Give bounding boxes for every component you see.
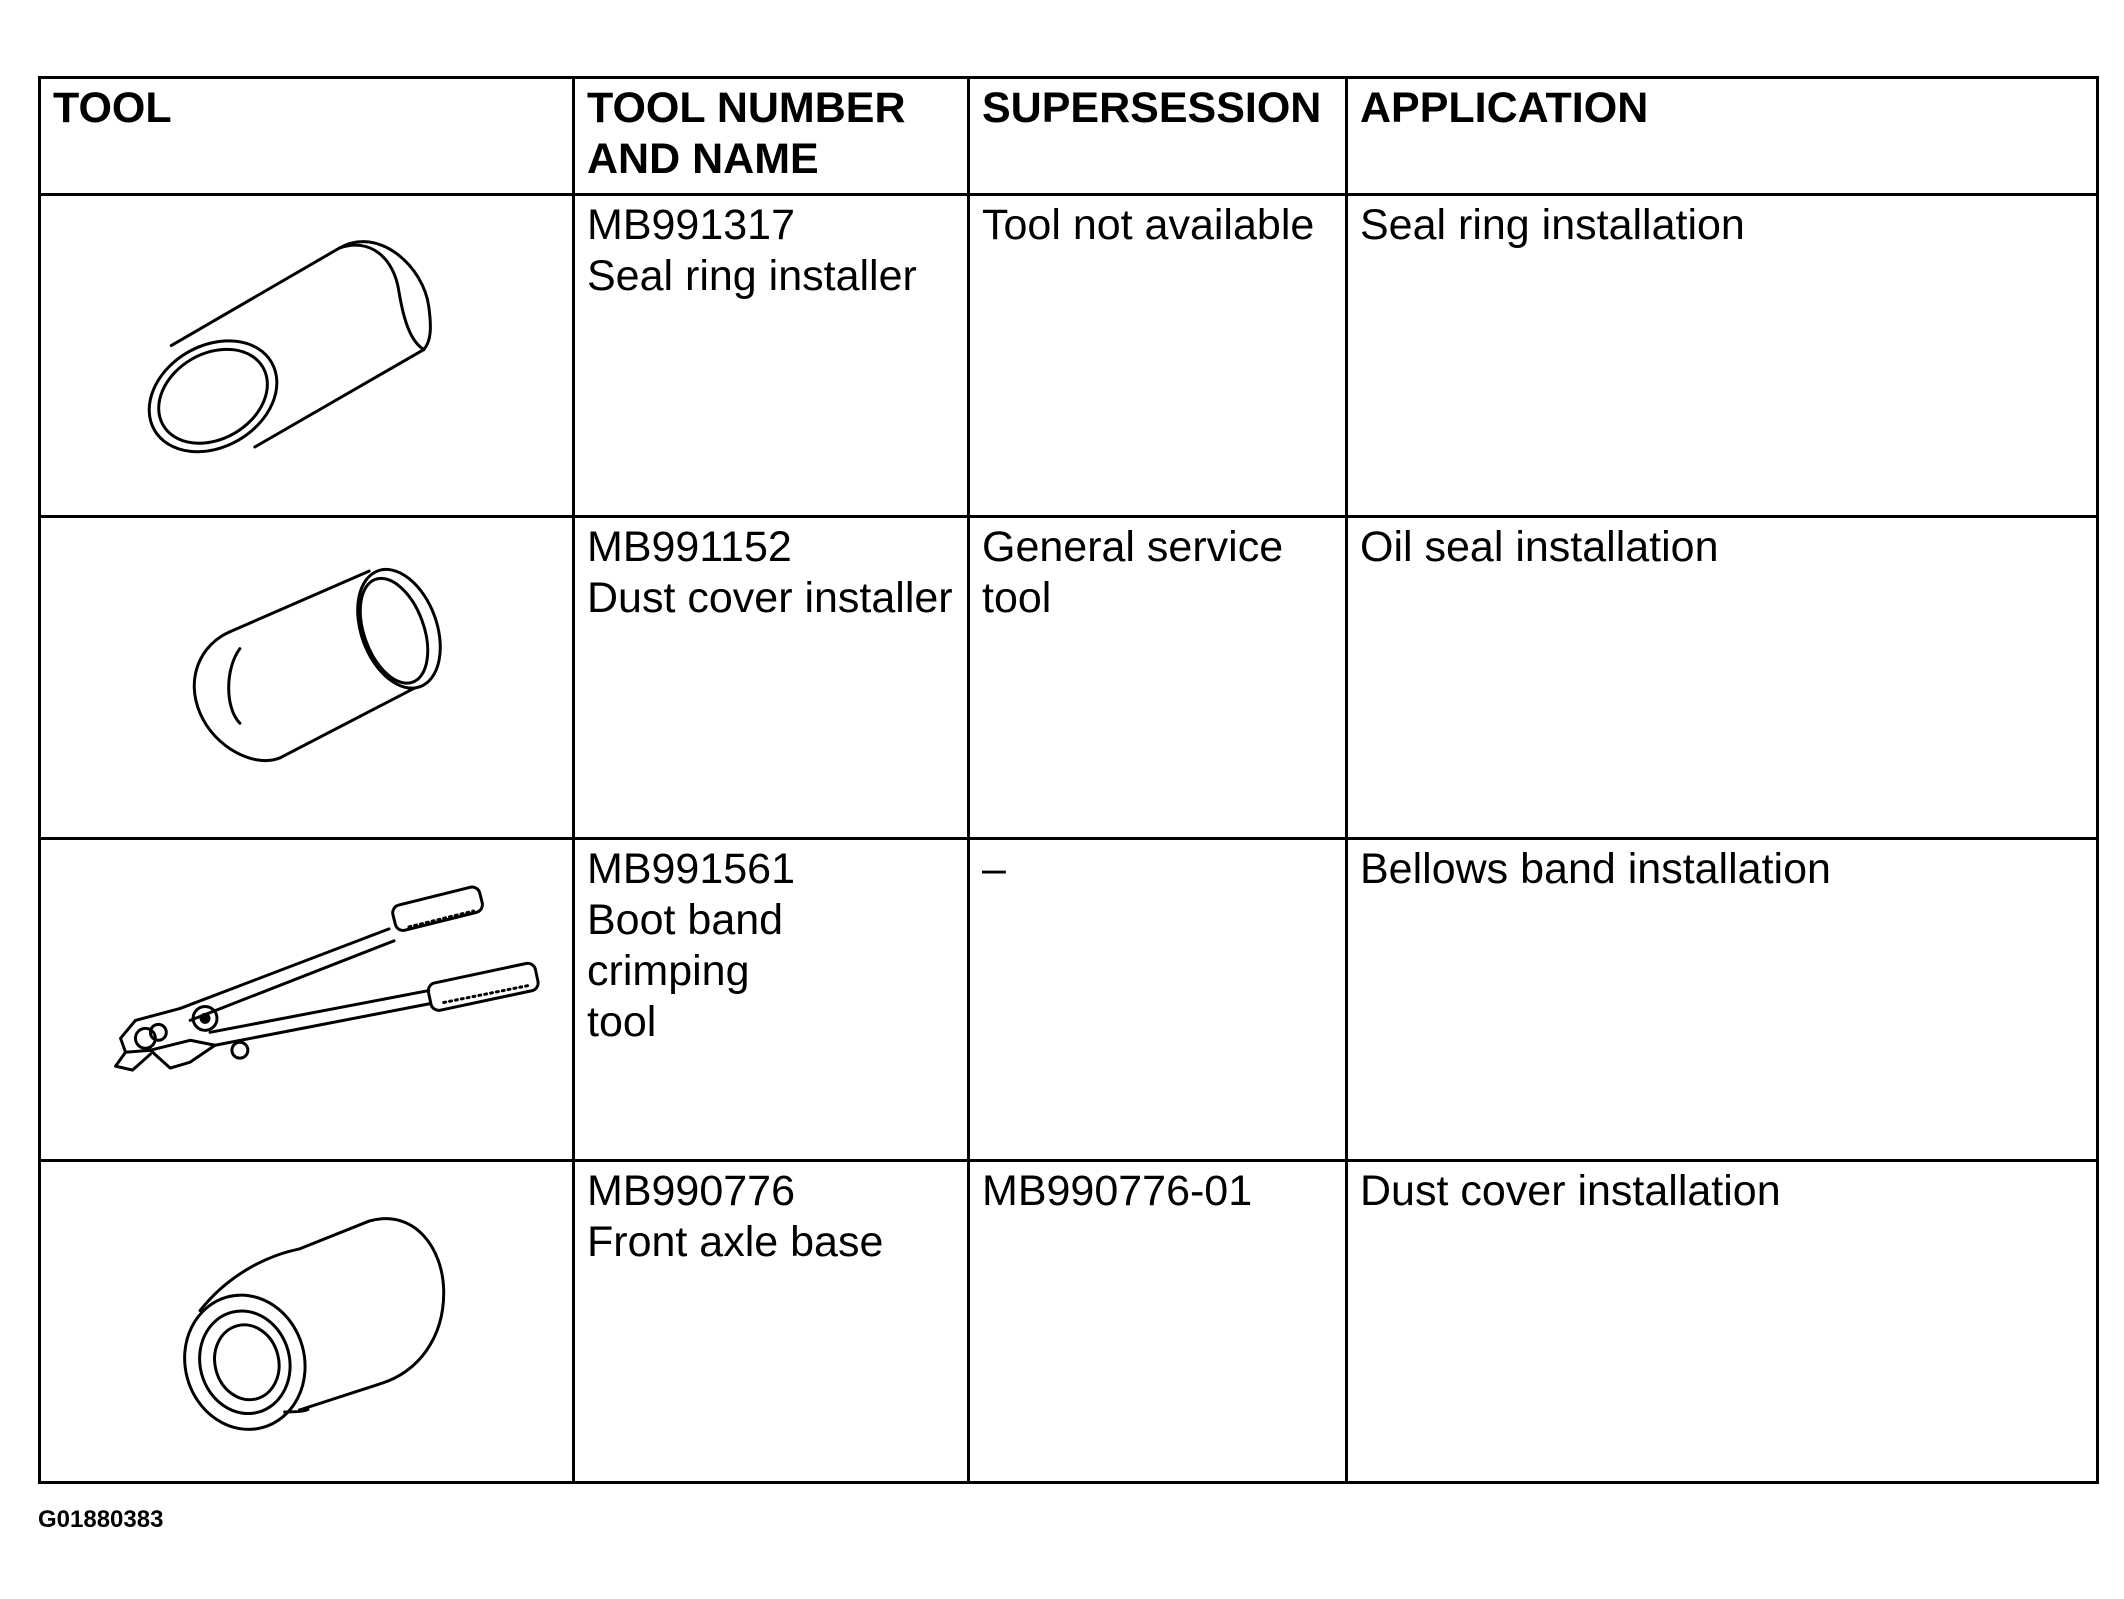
application-cell: Oil seal installation [1347, 517, 2098, 839]
application-cell: Bellows band installation [1347, 839, 2098, 1161]
tool-number: MB991561 [587, 845, 795, 893]
application-cell: Seal ring installation [1347, 195, 2098, 517]
table-row [40, 195, 2098, 517]
table-row [40, 1161, 2098, 1483]
tool-illustration-cell [40, 1161, 574, 1483]
supersession-cell: General service tool [969, 517, 1347, 839]
tool-number-cell [574, 517, 969, 839]
tool-name: Dust cover installer [587, 574, 953, 622]
tool-number: MB991152 [587, 523, 792, 571]
supersession-cell: MB990776-01 [969, 1161, 1347, 1483]
header-supersession: SUPERSESSION [969, 78, 1347, 195]
special-tools-table [38, 76, 2099, 1484]
tool-illustration-cell [40, 195, 574, 517]
front-axle-base-icon [41, 1162, 572, 1481]
tool-number: MB990776 [587, 1167, 795, 1215]
application-cell: Dust cover installation [1347, 1161, 2098, 1483]
tool-illustration-cell [40, 517, 574, 839]
tool-illustration-cell [40, 839, 574, 1161]
seal-ring-installer-icon [41, 196, 572, 515]
header-application: APPLICATION [1347, 78, 2098, 195]
table-row [40, 839, 2098, 1161]
dust-cover-installer-icon [41, 518, 572, 837]
header-tool: TOOL [40, 78, 574, 195]
supersession-cell: Tool not available [969, 195, 1347, 517]
tool-name: Boot band crimping [587, 896, 784, 995]
tool-number-cell [574, 195, 969, 517]
tool-name: Front axle base [587, 1218, 884, 1266]
header-row [40, 78, 2098, 195]
supersession-cell: – [969, 839, 1347, 1161]
figure-id: G01880383 [38, 1506, 164, 1533]
tool-number: MB991317 [587, 201, 795, 249]
table-row [40, 517, 2098, 839]
tool-number-cell: MB991561 Boot band crimping tool [574, 839, 969, 1161]
tool-number-cell [574, 1161, 969, 1483]
header-tool-number-and-name: TOOL NUMBER AND NAME [574, 78, 969, 195]
boot-band-crimping-tool-icon [41, 840, 572, 1159]
tool-name: Seal ring installer [587, 252, 917, 300]
